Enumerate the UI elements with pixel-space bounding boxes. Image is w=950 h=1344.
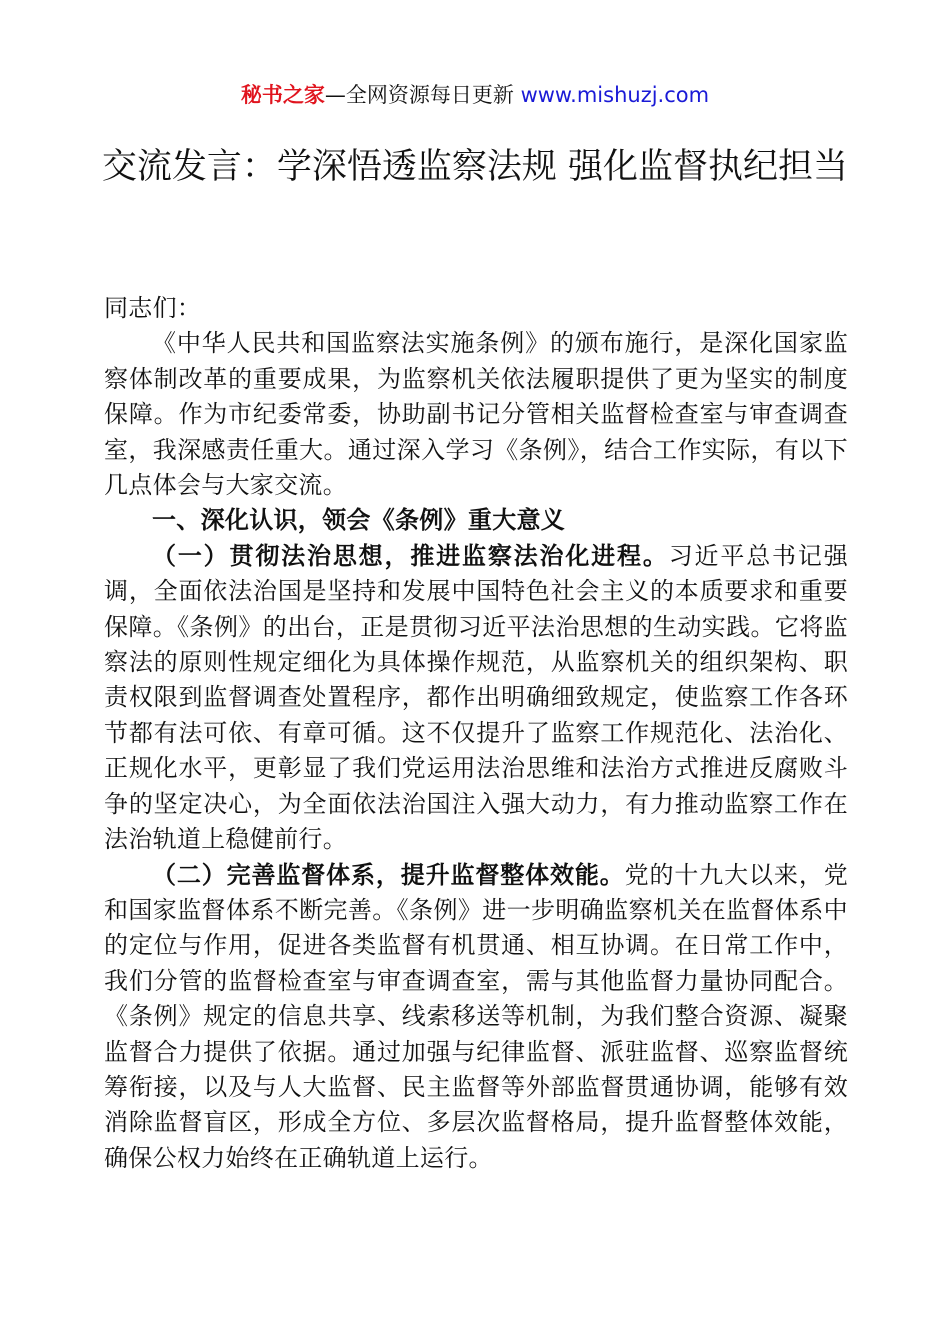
site-url-link[interactable]: www.mishuzj.com <box>520 83 710 107</box>
salutation: 同志们： <box>104 294 202 322</box>
section-heading-1: 一、深化认识，领会《条例》重大意义 <box>152 506 566 535</box>
header-tagline: —全网资源每日更新 <box>324 83 521 107</box>
document-body <box>104 291 848 1176</box>
brand-name: 秘书之家 <box>240 83 325 107</box>
paragraph-2-lead: （二）完善监督体系，提升监督整体效能。 <box>152 860 625 889</box>
paragraph-1-lead: （一）贯彻法治思想，推进监察法治化进程。 <box>152 541 669 570</box>
paragraph-2 <box>104 858 848 1177</box>
site-header <box>0 80 950 110</box>
paragraph-2-body: 党的十九大以来，党和国家监督体系不断完善。《条例》进一步明确监察机关在监督体系中的定位与作用，促进各类监督有机贯通、相互协调。在日常工作中，我们分管的监督检查室与审查调查室，需与其他监督力量协同配合。《条例》规定的信息共享、线索移送等机制，为我们整合资源、凝聚监督合力提供了依据。通过加强与纪律监督、派驻监督、巡察监督统筹衔接，以及与人大监督、民主监督等外部监督贯通协调，能够有效消除监督盲区，形成全方位、多层次监督格局，提升监督整体效能，确保公权力始终在正确轨道上运行。 <box>104 860 848 1172</box>
paragraph-1 <box>104 539 848 858</box>
document-title: 交流发言：学深悟透监察法规 强化监督执纪担当 <box>101 147 849 187</box>
intro-paragraph: 《中华人民共和国监察法实施条例》的颁布施行，是深化国家监察体制改革的重要成果，为监察机关依法履职提供了更为坚实的制度保障。作为市纪委常委，协助副书记分管相关监督检查室与审查调查室，我深感责任重大。通过深入学习《条例》，结合工作实际，有以下几点体会与大家交流。 <box>104 329 848 500</box>
paragraph-1-body: 习近平总书记强调，全面依法治国是坚持和发展中国特色社会主义的本质要求和重要保障。《条例》的出台，正是贯彻习近平法治思想的生动实践。它将监察法的原则性规定细化为具体操作规范，从监察机关的组织架构、职责权限到监督调查处置程序，都作出明确细致规定，使监察工作各环节都有法可依、有章可循。这不仅提升了监察工作规范化、法治化、正规化水平，更彰显了我们党运用法治思维和法治方式推进反腐败斗争的坚定决心，为全面依法治国注入强大动力，有力推动监察工作在法治轨道上稳健前行。 <box>104 541 848 854</box>
